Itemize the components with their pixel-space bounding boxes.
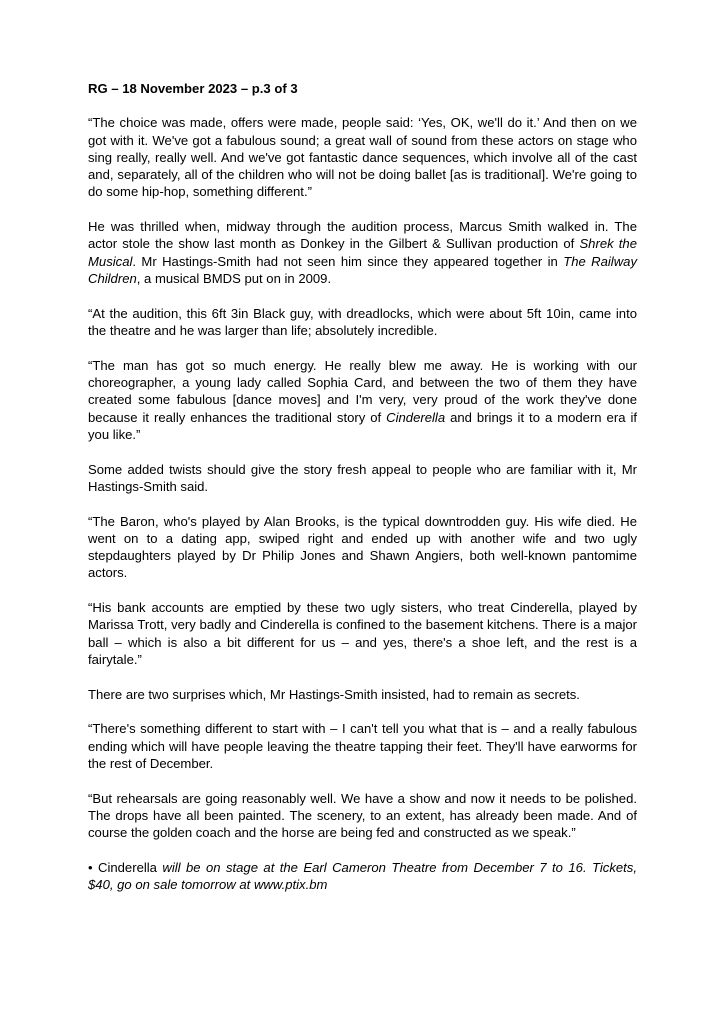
paragraph-5: Some added twists should give the story fresh appeal to people who are familiar with it, Mr Hastings-Smith said. xyxy=(88,461,637,494)
paragraph-2-text-e: , a musical BMDS put on in 2009. xyxy=(136,271,332,287)
paragraph-7: “His bank accounts are emptied by these two ugly sisters, who treat Cinderella, played by Marissa Trott, very badly and Cinderella is confined to the basement kitchens. There is a major ball – which is also a bit different for us – and yes, there's a shoe left, and the rest is a fairytale.” xyxy=(88,600,637,668)
paragraph-8: There are two surprises which, Mr Hastings-Smith insisted, had to remain as secrets. xyxy=(88,686,580,702)
paragraph-6: “The Baron, who's played by Alan Brooks, is the typical downtrodden guy. His wife died. He went on to a dating app, swiped right and ended up with another wife and two ugly stepdaughters played by Dr Philip Jones and Shawn Angiers, both well-known pantomime actors. xyxy=(88,513,637,581)
paragraph-2-text-c: . Mr Hastings-Smith had not seen him since they appeared together in xyxy=(132,253,564,269)
title-cinderella: Cinderella xyxy=(386,409,446,425)
paragraph-10: “But rehearsals are going reasonably well. We have a show and now it needs to be polished. The drops have all been painted. The scenery, to an extent, has already been made. And of course the golden coach and the horse are being fed and constructed as we speak.” xyxy=(88,790,637,841)
paragraph-2-text-a: He was thrilled when, midway through the audition process, Marcus Smith walked in. The actor stole the show last month as Donkey in the Gilbert & Sullivan production of xyxy=(88,219,637,252)
paragraph-4 xyxy=(88,357,637,443)
paragraph-1: “The choice was made, offers were made, people said: ‘Yes, OK, we'll do it.’ And then on we got with it. We've got a fabulous sound; a great wall of sound from these actors on stage who sing really, really well. And we've got fantastic dance sequences, which involve all of the cast and, separately, all of the children who will not be doing ballet [as is traditional]. We're going to do some hip-hop, something different.” xyxy=(88,115,637,200)
footer-note-bullet: • Cinderella xyxy=(88,860,157,875)
paragraph-4-text-c: and brings it to a modern era if you like.” xyxy=(88,409,638,442)
paragraph-3: “At the audition, this 6ft 3in Black guy, with dreadlocks, which were about 5ft 10in, came into the theatre and he was larger than life; absolutely incredible. xyxy=(88,305,637,339)
paragraph-4-text-a: “The man has got so much energy. He really blew me away. He is working with our choreographer, a young lady called Sophia Card, and between the two of them they have created some fabulous [dance moves] and I'm very, very proud of the work they've done because it really enhances the traditional story of xyxy=(88,357,637,425)
paragraph-2 xyxy=(88,218,637,287)
paragraph-9: “There's something different to start with – I can't tell you what that is – and a really fabulous ending which will have people leaving the theatre tapping their feet. They'll have earworms for the rest of December. xyxy=(88,721,637,772)
page-header: RG – 18 November 2023 – p.3 of 3 xyxy=(88,81,298,96)
footer-note-text: will be on stage at the Earl Cameron Theatre from December 7 to 16. Tickets, $40, go on sale tomorrow at www.ptix.bm xyxy=(88,860,637,893)
title-shrek-the-musical: Shrek the Musical xyxy=(88,236,637,269)
footer-note xyxy=(88,859,637,894)
title-the-railway-children: The Railway Children xyxy=(88,253,637,287)
document-page xyxy=(88,80,637,911)
